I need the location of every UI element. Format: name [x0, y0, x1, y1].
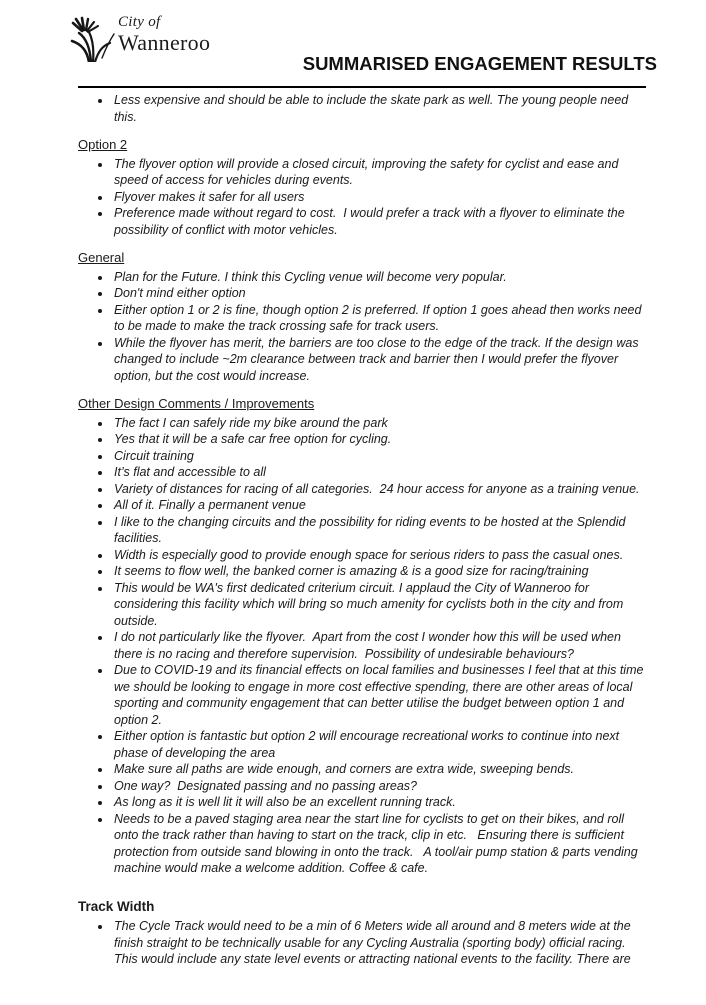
section-heading: Track Width	[78, 898, 155, 914]
kangaroo-paw-plant-icon	[69, 14, 115, 62]
bullet-item: • Variety of distances for racing of all categories. 24 hour access for anyone as a training venue.	[112, 481, 648, 498]
section-heading: Option 2	[78, 137, 128, 152]
bullet-item: • Either option 1 or 2 is fine, though option 2 is preferred. If option 1 goes ahead then works need to be made to make the track crossing safe for track users.	[112, 302, 648, 335]
bullet-item: • Preference made without regard to cost. I would prefer a track with a flyover to eliminate the possibility of conflict with motor vehicles.	[112, 205, 648, 238]
bullet-item: • Make sure all paths are wide enough, and corners are extra wide, sweeping bends.	[112, 761, 648, 778]
bullet-item: • This would be WA's first dedicated criterium circuit. I applaud the City of Wanneroo for considering this facility which will bring so much amenity for cyclists both in the city and from outside.	[112, 580, 648, 630]
bullet-list	[78, 415, 648, 877]
section-heading: General	[78, 250, 125, 265]
bullet-item: • Don't mind either option	[112, 285, 648, 302]
bullet-item: • One way? Designated passing and no passing areas?	[112, 778, 648, 795]
bullet-item: • The fact I can safely ride my bike around the park	[112, 415, 648, 432]
section	[78, 92, 648, 125]
bullet-item: • Needs to be a paved staging area near the start line for cyclists to get on their bikes, and roll onto the track rather than having to start on the track, clip in etc. Ensuring there is sufficient protection from outside sand blowing in onto the track. A tool/air pump station & parts vending machine would make a welcome addition. Coffee & cafe.	[112, 811, 648, 877]
bullet-item: • Circuit training	[112, 448, 648, 465]
section	[78, 250, 648, 384]
section	[78, 899, 648, 968]
bullet-item: • Flyover makes it safer for all users	[112, 189, 648, 206]
bullet-item: • Due to COVID-19 and its financial effects on local families and businesses I feel that at this time we should be looking to engage in more cost effective spending, there are other areas of local sporting and community engagement that can better utilise the budget between option 1 and option 2.	[112, 662, 648, 728]
logo-line-city-of: City of	[118, 14, 161, 30]
section	[78, 137, 648, 238]
page-title: SUMMARISED ENGAGEMENT RESULTS	[302, 53, 657, 74]
header-divider	[78, 86, 646, 88]
logo-line-wanneroo: Wanneroo	[118, 30, 211, 55]
bullet-item: • All of it. Finally a permanent venue	[112, 497, 648, 514]
bullet-item: • It’s flat and accessible to all	[112, 464, 648, 481]
bullet-list	[78, 92, 648, 125]
bullet-item: • The flyover option will provide a closed circuit, improving the safety for cyclist and ease and speed of access for vehicles during events.	[112, 156, 648, 189]
bullet-list	[78, 269, 648, 385]
bullet-item: • Yes that it will be a safe car free option for cycling.	[112, 431, 648, 448]
bullet-item: • Either option is fantastic but option 2 will encourage recreational works to continue into next phase of developing the area	[112, 728, 648, 761]
bullet-item: • It seems to flow well, the banked corner is amazing & is a good size for racing/training	[112, 563, 648, 580]
bullet-list	[78, 918, 648, 968]
bullet-list	[78, 156, 648, 239]
bullet-item: • I do not particularly like the flyover. Apart from the cost I wonder how this will be used when there is no racing and therefore supervision. Possibility of undesirable behaviours?	[112, 629, 648, 662]
bullet-item: • Width is especially good to provide enough space for serious riders to pass the casual ones.	[112, 547, 648, 564]
bullet-item: • I like to the changing circuits and the possibility for riding events to be hosted at the Splendid facilities.	[112, 514, 648, 547]
bullet-item: • Less expensive and should be able to include the skate park as well. The young people need this.	[112, 92, 648, 125]
bullet-item: • The Cycle Track would need to be a min of 6 Meters wide all around and 8 meters wide at the finish straight to be technically usable for any Cycling Australia (sporting body) official racing. This would include any state level events or attracting national events to the facility. There are	[112, 918, 648, 968]
bullet-item: • Plan for the Future. I think this Cycling venue will become very popular.	[112, 269, 648, 286]
section-heading: Other Design Comments / Improvements	[78, 396, 315, 411]
city-of-wanneroo-logo	[69, 12, 210, 62]
document-body	[78, 92, 648, 968]
bullet-item: • While the flyover has merit, the barriers are too close to the edge of the track. If the design was changed to include ~2m clearance between track and barrier then I would prefer the flyover option, but the cost would increase.	[112, 335, 648, 385]
bullet-item: • As long as it is well lit it will also be an excellent running track.	[112, 794, 648, 811]
section	[78, 396, 648, 877]
logo-wordmark	[118, 15, 210, 54]
